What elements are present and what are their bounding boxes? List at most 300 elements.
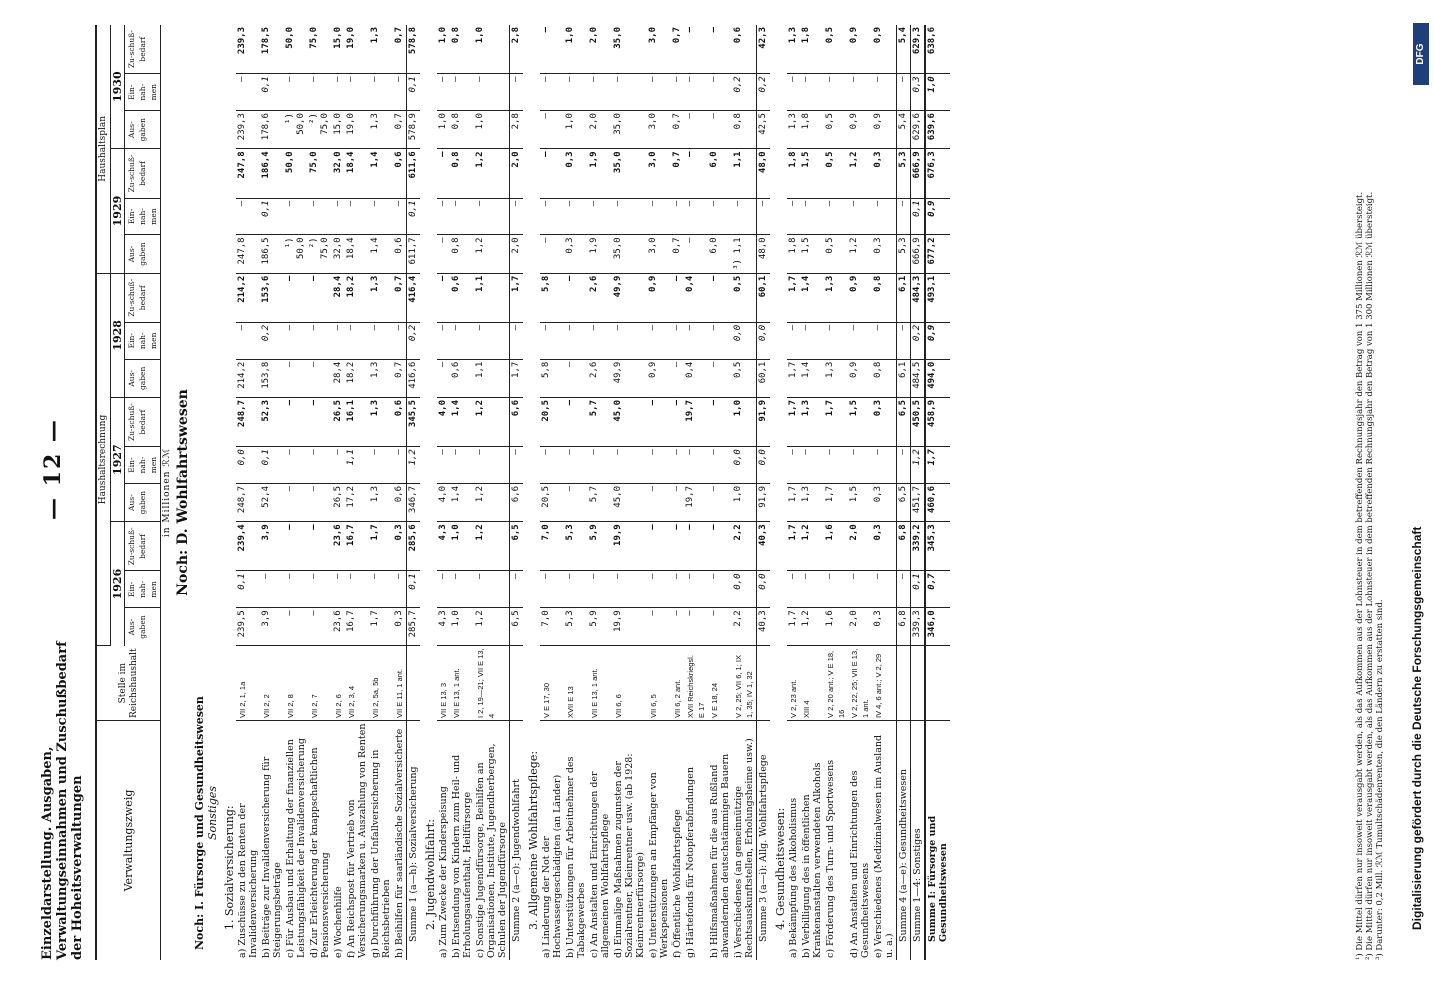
row-value: 248,7 (236, 484, 260, 522)
row-value: 578,9 (407, 111, 421, 149)
row-value: 186,5 (260, 235, 284, 273)
row-value: — (824, 447, 848, 484)
row-value: 611,7 (407, 235, 421, 273)
row-stelle (510, 646, 524, 721)
row-value: — (284, 484, 308, 522)
row-value: 2,6 (588, 273, 612, 322)
row-value: 1,2 (474, 522, 510, 571)
row-value: — (564, 359, 588, 397)
row-value: — (708, 111, 732, 149)
row-value: 1,0 (732, 484, 757, 522)
row-value: 247,8 (236, 235, 260, 273)
row-value: — (684, 111, 708, 149)
row-label: d) An Anstalten und Einrichtungen des Gesundheitswesens (849, 770, 871, 958)
row-label: b) Beiträge zur Invalidenversicherung für Steigerungsbeträge (261, 756, 283, 958)
row-stelle: V E 17, 30 (540, 646, 564, 721)
row-value: — (474, 322, 510, 359)
row-label: e) Verschiedenes (Medizinalwesen im Ausland u. a.) (873, 734, 895, 958)
row-label: a) Bekämpfung des Alkoholismus (788, 797, 799, 958)
row-value: — (564, 322, 588, 359)
row-value: 214,2 (236, 359, 260, 397)
row-value: 50,0 (284, 25, 308, 74)
row-value: — (684, 235, 708, 273)
row-value: — (671, 522, 684, 571)
row-value: 0,0 (757, 571, 771, 608)
row-value: 17,2 (345, 484, 369, 522)
row-value: — (437, 149, 450, 198)
row-value: — (284, 447, 308, 484)
row-value: 0,2 (260, 322, 284, 359)
row-label: h) Hilfsmaßnahmen für die aus Rußland abwandernden deutschstämmigen Bauern (709, 753, 731, 958)
table-row (708, 25, 732, 960)
sub-header: Zu-schuß-bedarf (125, 149, 161, 198)
row-stelle: VII 6, 6 (612, 646, 647, 721)
sub-header: Ein-nah-men (125, 198, 161, 235)
row-value: 0,1 (407, 74, 421, 111)
row-value: 5,9 (588, 608, 612, 646)
row-value: 28,4 (332, 273, 345, 322)
row-value: 0,7 (671, 149, 684, 198)
row-label: b) Entsendung von Kindern zum Heil- und Erholungsaufenthalt, Heilfürsorge (451, 754, 473, 958)
row-value: 1,7 (369, 522, 393, 571)
row-value: 239,3 (236, 25, 260, 74)
row-value: 4,3 (437, 608, 450, 646)
row-value: 1,7 (787, 273, 800, 322)
year-header-4: 1930 (111, 25, 125, 149)
row-value: 1,3 (824, 359, 848, 397)
row-label: a) Zum Zwecke der Kinderspeisung (438, 786, 449, 958)
row-value: 1,3 (369, 484, 393, 522)
row-value: 1,2 (474, 397, 510, 446)
row-value: 60,1 (757, 273, 771, 322)
row-value: 5,7 (588, 484, 612, 522)
table-row (236, 25, 260, 960)
row-stelle: VII E 11, 1 ant. (393, 646, 407, 721)
row-value: 1,8 (787, 235, 800, 273)
row-value: 451,7 (911, 484, 926, 522)
unit-label: in Millionen ℛℳ (162, 447, 172, 538)
row-value: 3,0 (647, 149, 671, 198)
row-value: — (708, 322, 732, 359)
row-label: g) Durchführung der Unfallversicherung in Reichsbetrieben (370, 749, 392, 958)
row-value: 1,8 (800, 111, 824, 149)
table-row (911, 25, 926, 960)
row-value: — (684, 608, 708, 646)
row-value: ¹) 50,0 (284, 111, 308, 149)
row-value: — (450, 447, 474, 484)
row-value: — (708, 608, 732, 646)
row-value: — (437, 322, 450, 359)
table-row (332, 25, 345, 960)
row-value: — (671, 484, 684, 522)
row-value: 346,0 (925, 608, 950, 646)
row-value: — (332, 322, 345, 359)
row-value: 285,6 (407, 522, 421, 571)
row-value: — (787, 322, 800, 359)
table-row (474, 25, 510, 960)
row-value: 4,3 (437, 522, 450, 571)
row-value: 40,3 (757, 608, 771, 646)
row-value: — (369, 571, 393, 608)
row-value: 0,8 (732, 111, 757, 149)
row-value: — (540, 149, 564, 198)
row-stelle: VII 2, 5a, 5b (369, 646, 393, 721)
row-value: 1,0 (450, 608, 474, 646)
row-label: d) Zur Erleichterung der knappschaftlichen Pensionsversicherung (309, 747, 331, 958)
row-value: 0,8 (872, 273, 897, 322)
row-value: — (824, 74, 848, 111)
row-value: 416,4 (407, 273, 421, 322)
row-label: c) Förderung des Turn- und Sportwesens (825, 759, 836, 958)
row-value: — (284, 397, 308, 446)
row-value: — (510, 571, 524, 608)
row-value: 2,6 (588, 359, 612, 397)
table-row (872, 25, 897, 960)
row-value: 0,6 (450, 273, 474, 322)
table-row (345, 25, 369, 960)
table-row (732, 25, 757, 960)
row-value: 5,4 (897, 111, 911, 149)
row-value: 666,9 (911, 149, 926, 198)
row-value: — (671, 322, 684, 359)
row-value: — (848, 322, 872, 359)
row-value: 75,0 (308, 25, 332, 74)
row-value: 0,4 (684, 359, 708, 397)
row-value: 1,4 (450, 484, 474, 522)
row-value: 0,3 (393, 522, 407, 571)
row-value: — (236, 322, 260, 359)
row-stelle (757, 646, 771, 721)
row-value: — (800, 447, 824, 484)
row-value: 1,3 (369, 273, 393, 322)
row-value: 2,2 (732, 608, 757, 646)
row-value: 1,3 (369, 397, 393, 446)
table-row (450, 25, 474, 960)
row-value: — (540, 198, 564, 235)
row-value: 0,5 (824, 111, 848, 149)
row-value: 23,6 (332, 608, 345, 646)
row-value: — (612, 322, 647, 359)
sub-header: Aus-gaben (125, 235, 161, 273)
row-value: 1,3 (787, 25, 800, 74)
row-label: Summe 1—4: Sonstiges (911, 721, 926, 961)
sub-header: Ein-nah-men (125, 74, 161, 111)
row-value: 346,7 (407, 484, 421, 522)
row-value: — (393, 74, 407, 111)
row-value: — (284, 571, 308, 608)
row-value: — (800, 571, 824, 608)
row-stelle (925, 646, 950, 721)
row-value: — (671, 74, 684, 111)
row-value: 0,7 (393, 25, 407, 74)
row-value: 35,0 (612, 111, 647, 149)
row-value: 0,6 (732, 25, 757, 74)
row-value: — (671, 198, 684, 235)
row-value: — (684, 74, 708, 111)
row-value: 214,2 (236, 273, 260, 322)
row-value: 1,3 (800, 484, 824, 522)
row-value: — (647, 447, 671, 484)
row-value: 1,2 (474, 608, 510, 646)
row-value: 578,8 (407, 25, 421, 74)
row-value: 0,2 (732, 74, 757, 111)
row-value: 629,6 (911, 111, 926, 149)
row-value: 0,9 (848, 359, 872, 397)
row-value: 6,8 (897, 608, 911, 646)
row-value: 26,5 (332, 397, 345, 446)
row-value: — (510, 322, 524, 359)
row-value: 0,1 (260, 198, 284, 235)
row-value: — (647, 522, 671, 571)
row-value: — (800, 198, 824, 235)
row-value: 40,3 (757, 522, 771, 571)
row-label: 3. Allgemeine Wohlfahrtspflege: (527, 750, 540, 930)
row-value: 0,3 (872, 522, 897, 571)
row-value: 16,1 (345, 397, 369, 446)
row-value: — (708, 74, 732, 111)
row-value: — (708, 484, 732, 522)
row-value: 0,7 (671, 111, 684, 149)
row-value: 0,0 (757, 322, 771, 359)
row-value: — (757, 198, 771, 235)
row-value: — (684, 522, 708, 571)
row-value: — (450, 198, 474, 235)
row-value: — (708, 522, 732, 571)
row-value: — (671, 447, 684, 484)
row-value: 1,1 (474, 359, 510, 397)
row-value: 5,7 (588, 397, 612, 446)
row-value: 15,0 (332, 25, 345, 74)
row-stelle (897, 646, 911, 721)
row-value: 1,2 (474, 149, 510, 198)
table-row (848, 25, 872, 960)
row-value: — (474, 198, 510, 235)
row-value: 1,3 (369, 25, 393, 74)
row-value: — (872, 74, 897, 111)
col-header-plan: Haushaltsplan (96, 25, 111, 273)
row-value: — (540, 322, 564, 359)
row-value: — (800, 322, 824, 359)
row-value: — (588, 447, 612, 484)
row-value: 6,5 (510, 522, 524, 571)
row-value: — (564, 484, 588, 522)
row-value: 0,7 (393, 359, 407, 397)
sub-header: Zu-schuß-bedarf (125, 522, 161, 571)
row-value: 1,7 (925, 447, 950, 484)
row-value: 0,5 (732, 359, 757, 397)
sub-header: Aus-gaben (125, 484, 161, 522)
row-value: 1,4 (369, 149, 393, 198)
row-value: 6,1 (897, 273, 911, 322)
row-value: — (897, 447, 911, 484)
row-value: — (612, 447, 647, 484)
row-value: — (474, 571, 510, 608)
row-value: — (284, 359, 308, 397)
footnote-3: ³) Darunter: 0,2 Mill. ℛℳ Tumultschädenrenten, die den Ländern zu erstatten sind. (1375, 599, 1385, 960)
row-value: — (437, 198, 450, 235)
row-value: 1,7 (510, 359, 524, 397)
row-value: — (588, 322, 612, 359)
row-value: — (369, 447, 393, 484)
row-value: — (872, 198, 897, 235)
row-value: 0,6 (393, 149, 407, 198)
row-value: 285,7 (407, 608, 421, 646)
row-value: — (474, 74, 510, 111)
row-value: 2,0 (588, 111, 612, 149)
row-value: 23,6 (332, 522, 345, 571)
row-value: 91,9 (757, 397, 771, 446)
row-value: 0,5 (732, 273, 757, 322)
row-value: 1,4 (800, 273, 824, 322)
row-value: 1,5 (848, 397, 872, 446)
sub-header: Ein-nah-men (125, 447, 161, 484)
sub-header: Ein-nah-men (125, 571, 161, 608)
row-value: 6,0 (708, 235, 732, 273)
row-value: — (284, 608, 308, 646)
row-value: 2,0 (848, 608, 872, 646)
row-value: 1,2 (800, 522, 824, 571)
row-value: 0,5 (824, 235, 848, 273)
row-label: a) Zuschüsse zu den Renten der Invalidenversicherung (237, 803, 259, 958)
row-value: 5,4 (897, 25, 911, 74)
row-value: 0,1 (236, 571, 260, 608)
row-value: — (872, 447, 897, 484)
row-value: 629,3 (911, 25, 926, 74)
row-value: ²) 75,0 (308, 111, 332, 149)
row-value: 2,0 (510, 149, 524, 198)
row-value: 1,3 (824, 273, 848, 322)
row-value: — (345, 198, 369, 235)
row-value: — (308, 198, 332, 235)
row-label: Summe I: Fürsorge und Gesundheitswesen (925, 721, 950, 961)
row-value: — (510, 74, 524, 111)
row-value: 0,1 (911, 571, 926, 608)
row-value: — (671, 571, 684, 608)
row-value: ¹) 50,0 (284, 235, 308, 273)
row-value: 0,9 (647, 359, 671, 397)
year-header-2: 1928 (111, 273, 125, 397)
row-value: — (848, 198, 872, 235)
row-value: 0,7 (671, 25, 684, 74)
row-value: — (824, 198, 848, 235)
row-value: — (588, 198, 612, 235)
row-value: 0,8 (450, 149, 474, 198)
row-value: 5,3 (897, 149, 911, 198)
table-row (564, 25, 588, 960)
row-value: 1,9 (588, 149, 612, 198)
row-value: 0,9 (872, 111, 897, 149)
row-value: 0,0 (732, 322, 757, 359)
row-value: 1,1 (345, 447, 369, 484)
row-value: 345,3 (925, 522, 950, 571)
row-value: 178,6 (260, 111, 284, 149)
subsection-row (420, 25, 437, 960)
row-value: 0,2 (407, 322, 421, 359)
row-value: — (345, 74, 369, 111)
table-row (612, 25, 647, 960)
row-value: 2,0 (848, 522, 872, 571)
row-value: 0,3 (911, 74, 926, 111)
row-value: 6,8 (897, 522, 911, 571)
row-value: — (308, 571, 332, 608)
col-header-rechnung: Haushaltsrechnung (96, 273, 111, 646)
row-value: — (393, 447, 407, 484)
row-value: 19,0 (345, 25, 369, 74)
row-value: 18,4 (345, 235, 369, 273)
row-value: 35,0 (612, 149, 647, 198)
row-value: — (612, 198, 647, 235)
row-value: — (848, 571, 872, 608)
row-value: 5,3 (564, 522, 588, 571)
row-value: 638,6 (925, 25, 950, 74)
row-value: 2,8 (510, 111, 524, 149)
row-value: — (332, 447, 345, 484)
row-stelle: VII 2, 6 (332, 646, 345, 721)
row-value: 248,7 (236, 397, 260, 446)
sub-header: Ein-nah-men (125, 322, 161, 359)
row-value: — (897, 74, 911, 111)
row-value: 0,9 (848, 25, 872, 74)
row-value: 1,3 (787, 111, 800, 149)
row-value: 0,6 (393, 484, 407, 522)
row-value: — (671, 608, 684, 646)
col-header-zweig: Verwaltungszweig (96, 721, 161, 961)
row-value: 458,9 (925, 397, 950, 446)
row-value: 0,0 (732, 447, 757, 484)
row-stelle: VII 6, 2 ant. (671, 646, 684, 721)
row-value: — (540, 447, 564, 484)
row-value: 153,6 (260, 273, 284, 322)
row-value: 1,4 (450, 397, 474, 446)
row-value: 1,8 (800, 25, 824, 74)
row-value: 19,9 (612, 522, 647, 571)
row-value: 239,3 (236, 111, 260, 149)
table-row (824, 25, 848, 960)
row-value: 1,0 (437, 111, 450, 149)
row-value: ³) 1,1 (732, 235, 757, 273)
row-stelle: VII E 13, 1 ant. (450, 646, 474, 721)
row-value: — (284, 522, 308, 571)
row-value: 49,9 (612, 359, 647, 397)
row-value: 15,0 (332, 111, 345, 149)
row-value: 0,1 (260, 74, 284, 111)
row-value: — (872, 322, 897, 359)
row-value: 48,0 (757, 235, 771, 273)
row-value: 1,7 (369, 608, 393, 646)
row-value: 3,9 (260, 522, 284, 571)
row-value: 6,0 (708, 149, 732, 198)
row-value: 0,8 (872, 359, 897, 397)
row-value: 19,7 (684, 484, 708, 522)
row-value: 484,3 (911, 273, 926, 322)
row-value: 52,4 (260, 484, 284, 522)
row-value: 4,0 (437, 397, 450, 446)
row-value: 1,2 (848, 149, 872, 198)
row-value: — (824, 571, 848, 608)
row-value: — (612, 571, 647, 608)
table-row (757, 25, 771, 960)
row-label: 2. Jugendwohlfahrt: (424, 819, 437, 930)
row-stelle: VII 2, 8 (284, 646, 308, 721)
row-label: Summe 2 (a—c): Jugendwohlfahrt (510, 721, 524, 961)
row-value: 239,4 (236, 522, 260, 571)
row-label: 1. Sozialversicherung: (223, 805, 236, 930)
row-stelle: VII 2, 7 (308, 646, 332, 721)
row-value: 1,2 (848, 235, 872, 273)
row-value: 0,4 (684, 273, 708, 322)
row-value: 1,7 (787, 522, 800, 571)
row-value: 5,3 (564, 608, 588, 646)
